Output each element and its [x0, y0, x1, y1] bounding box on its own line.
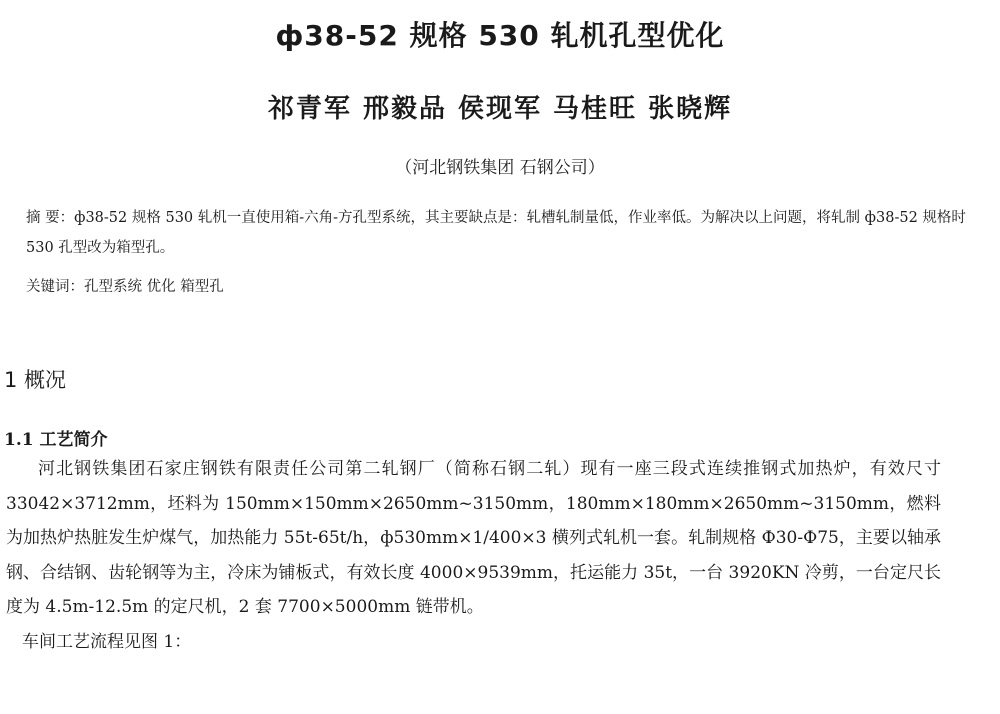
subsection-heading: 1.1 工艺简介	[4, 430, 108, 450]
section-heading: 1 概况	[4, 368, 67, 392]
keywords: 关键词：孔型系统 优化 箱型孔	[26, 279, 224, 295]
body-paragraph: 河北钢铁集团石家庄钢铁有限责任公司第二轧钢厂（简称石钢二轧）现有一座三段式连续推钢式加热炉，有效尺寸 33042×3712mm，坯料为 150mm×150mm×2650mm~3150mm，180mm×180mm×2650mm~3150mm，燃料为加热炉热脏发生炉煤气，加热能力 55t-65t/h，ф530mm×1/400×3 横列式轧机一套。轧制规格 Ф30-Ф75，主要以轴承钢、合结钢、齿轮钢等为主，冷床为铺板式，有效长度 4000×9539mm，托运能力 35t，一台 3920KN 冷剪，一台定尺长度为 4.5m-12.5m 的定尺机，2 套 7700×5000mm 链带机。	[6, 459, 941, 618]
body-text	[6, 452, 941, 660]
paper-title: ф38-52 规格 530 轧机孔型优化	[275, 19, 725, 52]
body-paragraph-figure-ref: 车间工艺流程见图 1：	[22, 631, 192, 652]
affiliation: （河北钢铁集团 石钢公司）	[395, 158, 605, 178]
abstract: 摘 要：ф38-52 规格 530 轧机一直使用箱-六角-方孔型系统，其主要缺点是：轧槽轧制量低，作业率低。为解决以上问题，将轧制 ф38-52 规格时 530 孔型改为箱型孔。	[26, 210, 966, 256]
author-list: 祁青军 邢毅品 侯现军 马桂旺 张晓辉	[267, 94, 733, 124]
